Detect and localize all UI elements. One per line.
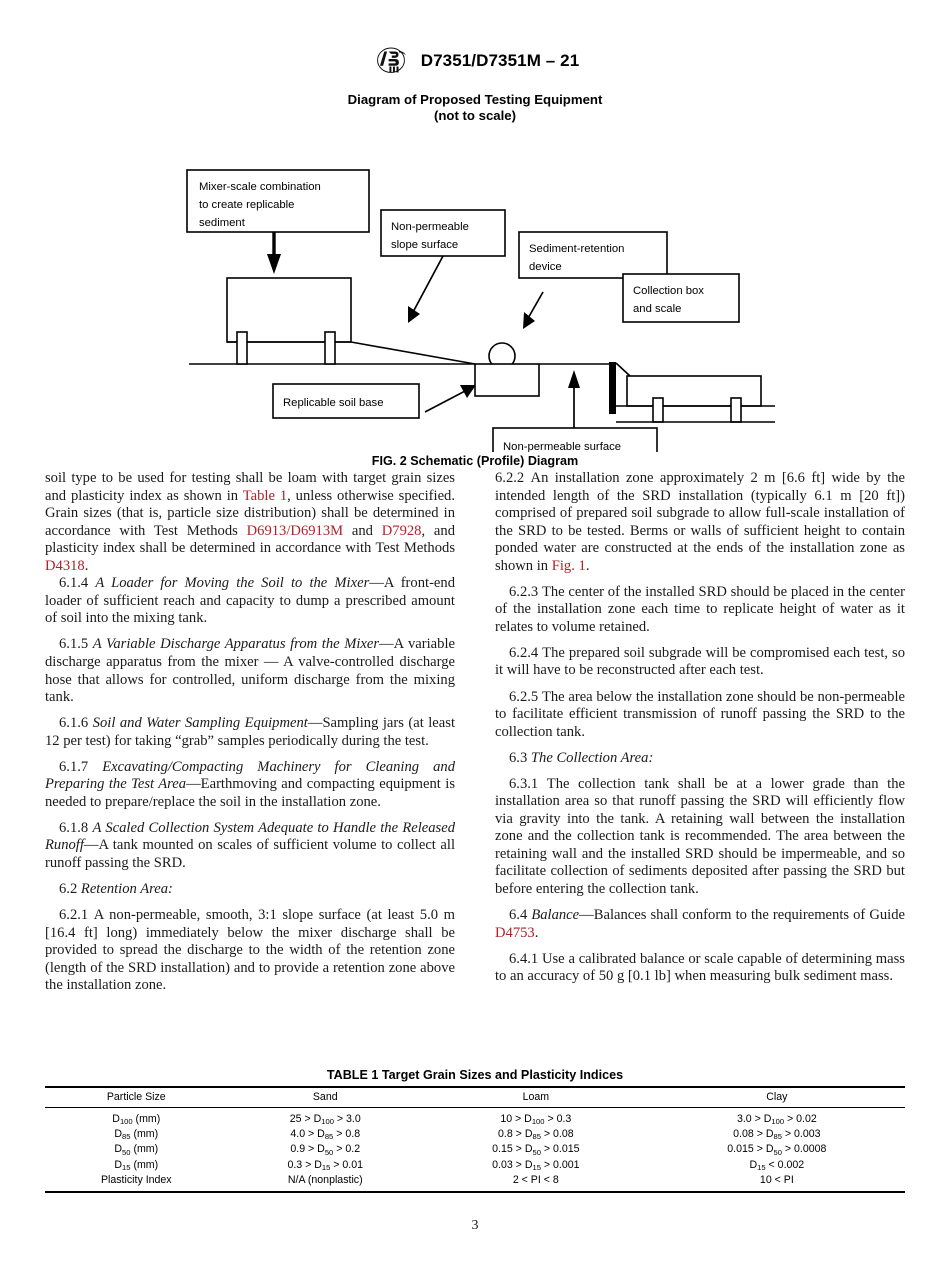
section-6-2-4	[495, 645, 905, 680]
figure-title-line2: (not to scale)	[433, 108, 517, 123]
cell-particle-size: $D_{100}$ (mm)	[112, 1113, 161, 1127]
figure-title-line1: Diagram of Proposed Testing Equipment	[347, 92, 603, 107]
section-6-2-3-number: 6.2.3	[509, 583, 539, 600]
section-6-4-1-number: 6.4.1	[509, 950, 539, 967]
subscript: 50	[324, 1147, 334, 1157]
cell-clay: $D_{15} < 0.002$	[749, 1158, 805, 1172]
xref-d4318[interactable]: D4318	[45, 557, 85, 574]
nonpermeable-surface-label: Non-permeable surface	[503, 441, 622, 452]
cell-clay: $0.015 > D_{50} > 0.0008$	[727, 1143, 827, 1157]
continued-text-3: and	[343, 522, 382, 539]
table-row	[45, 1142, 905, 1157]
subscript: 15	[122, 1162, 131, 1172]
cell-sand: $0.3 > D_{15} > 0.01$	[287, 1158, 364, 1172]
section-6-4-text-2: .	[534, 924, 539, 941]
cell-loam: $0.8 > D_{85} > 0.08$	[498, 1128, 574, 1142]
right-column	[495, 470, 905, 1050]
cell-particle-size: $D_{15}$ (mm)	[114, 1158, 159, 1172]
section-6-3-title: The Collection Area:	[530, 749, 654, 766]
section-6-3	[495, 750, 905, 768]
section-6-1-8-text: —A tank mounted on scales of sufficient volume to collect all runoff passing the SRD.	[45, 837, 455, 871]
table-body	[45, 1108, 905, 1192]
table-row	[45, 1172, 905, 1192]
section-6-1-5-number: 6.1.5	[59, 636, 89, 653]
section-6-1-7	[45, 759, 455, 812]
slope-label-line2: slope surface	[391, 239, 459, 251]
column-header-particle-size: Particle Size	[106, 1091, 166, 1103]
label-box-nonpermeable-surface	[493, 428, 657, 452]
cell-loam: $0.15 > D_{50} > 0.015$	[492, 1143, 580, 1157]
section-6-4-text-1: —Balances shall conform to the requirements of Guide	[579, 907, 905, 924]
soil-base-label: Replicable soil base	[283, 397, 384, 409]
figure-title	[0, 92, 950, 124]
mixer-tank	[227, 278, 351, 364]
grain-size-table	[45, 1086, 905, 1193]
section-6-2-5	[495, 689, 905, 742]
section-6-1-4-text: —A front-end loader of sufficient reach and capacity to dump a prescribed amount of soil into the mixing tank.	[45, 575, 455, 627]
section-6-4-1	[495, 951, 905, 986]
cell-sand: $25 > D_{100} > 3.0$	[289, 1113, 361, 1127]
collection-label-line2: and scale	[633, 303, 682, 315]
section-6-1-4	[45, 575, 455, 628]
subscript: 85	[773, 1132, 782, 1142]
subscript: 85	[324, 1132, 334, 1142]
section-6-2-2-text-1: An installation zone approximately 2 m [6.6 ft] wide by the intended length of the SRD installation (typically 6.1 m [20 ft]) comprised of prepared soil subgrade to allow full-scale installation of the SRD to be tested. Berms or walls of sufficient height to contain ponded water are constructed at the ends of the installation zone as shown in	[495, 470, 905, 574]
retaining-wall	[609, 362, 616, 414]
cell-sand: N/A (nonplastic)	[287, 1173, 363, 1186]
cell-particle-size: $D_{50}$ (mm)	[114, 1143, 159, 1157]
slope-label-line1: Non-permeable	[391, 221, 469, 233]
slope-surface-line	[351, 342, 475, 364]
subscript: 50	[532, 1147, 541, 1157]
cell-sand: $4.0 > D_{85} > 0.8$	[290, 1128, 361, 1142]
cell-loam: $10 > D_{100} > 0.3$	[500, 1113, 572, 1127]
subscript: 100	[321, 1117, 334, 1127]
arrow-slope-surface	[408, 256, 443, 323]
section-6-1-5	[45, 636, 455, 706]
table-row	[45, 1127, 905, 1142]
figure-caption: FIG. 2 Schematic (Profile) Diagram	[371, 454, 579, 468]
section-6-3-number: 6.3	[509, 749, 528, 766]
section-6-4-number: 6.4	[509, 907, 528, 924]
xref-table-1[interactable]: Table 1	[242, 487, 288, 504]
section-6-2-1-number: 6.2.1	[59, 907, 89, 924]
arrow-mixer-to-tank	[267, 232, 281, 274]
collection-label-line1: Collection box	[633, 285, 704, 297]
cell-particle-size: Plasticity Index	[100, 1173, 172, 1186]
section-6-1-6	[45, 715, 455, 750]
paragraph-continued	[45, 470, 455, 575]
body-columns	[45, 470, 905, 1050]
label-box-srd	[519, 232, 667, 278]
table-row	[45, 1157, 905, 1172]
section-6-2-5-number: 6.2.5	[509, 688, 539, 705]
table-header-row	[45, 1087, 905, 1108]
continued-text-2: , unless otherwise specified. Grain sizes (that is, particle size distribution) shall be determined in accordance with Test Methods	[45, 487, 455, 539]
subscript: 100	[119, 1117, 133, 1127]
section-6-1-8	[45, 820, 455, 873]
section-6-1-8-title: A Scaled Collection System Adequate to Handle the Released Runoff	[45, 819, 455, 854]
cell-loam: 2 < PI < 8	[512, 1173, 559, 1186]
subscript: 15	[532, 1162, 541, 1172]
subscript: 85	[122, 1132, 131, 1142]
page-header	[0, 46, 950, 76]
section-6-1-7-number: 6.1.7	[59, 758, 89, 775]
cell-particle-size: $D_{85}$ (mm)	[114, 1128, 159, 1142]
section-6-1-6-title: Soil and Water Sampling Equipment	[92, 715, 308, 732]
astm-logo-icon	[371, 46, 411, 76]
table-head	[45, 1087, 905, 1108]
section-6-4-1-text: Use a calibrated balance or scale capable of determining mass to an accuracy of 50 g [0.1 lb] when measuring bulk sediment mass.	[495, 950, 905, 985]
xref-d7928[interactable]: D7928	[381, 522, 422, 539]
section-6-2-title: Retention Area:	[80, 880, 173, 897]
section-6-2-2	[495, 470, 905, 575]
subscript: 50	[122, 1147, 131, 1157]
figure-2	[0, 92, 950, 468]
section-6-1-5-title: A Variable Discharge Apparatus from the Mixer	[92, 636, 380, 653]
arrow-nonpermeable-surface	[568, 370, 580, 428]
section-6-2-2-text-2: .	[585, 557, 590, 574]
subscript: 100	[771, 1117, 785, 1127]
section-6-2-1	[45, 907, 455, 995]
section-6-2-4-text: The prepared soil subgrade will be compromised each test, so it will have to be reconstructed after each test.	[495, 644, 905, 679]
xref-fig-1[interactable]: Fig. 1	[551, 557, 586, 574]
label-box-soil-base	[273, 384, 419, 418]
section-6-2	[45, 881, 455, 899]
cell-loam: $0.03 > D_{15} > 0.001$	[492, 1158, 580, 1172]
label-box-mixer-scale	[187, 170, 369, 232]
arrow-srd	[523, 292, 543, 329]
document-designation: D7351/D7351M – 21	[420, 51, 580, 70]
srd-device	[475, 343, 539, 396]
section-6-4	[495, 907, 905, 942]
cell-clay: $3.0 > D_{100} > 0.02$	[736, 1113, 817, 1127]
label-box-slope-surface	[381, 210, 505, 256]
section-6-2-3-text: The center of the installed SRD should be placed in the center of the installation zone each time to replicate height of water as it relates to volume retained.	[495, 583, 905, 635]
section-6-1-7-text: —Earthmoving and compacting equipment is needed to prepare/replace the soil in the installation zone.	[45, 776, 456, 810]
cell-sand: $0.9 > D_{50} > 0.2$	[290, 1143, 361, 1157]
xref-d4753[interactable]: D4753	[495, 924, 535, 941]
section-6-2-2-number: 6.2.2	[495, 470, 525, 486]
subscript: 15	[757, 1162, 766, 1172]
srd-label-line2: device	[529, 261, 562, 273]
subscript: 15	[321, 1162, 331, 1172]
section-6-1-4-title: A Loader for Moving the Soil to the Mixer	[95, 575, 370, 592]
section-6-2-3	[495, 584, 905, 637]
column-header-loam: Loam	[522, 1091, 550, 1103]
section-6-1-7-title: Excavating/Compacting Machinery for Cleaning and Preparing the Test Area	[45, 758, 455, 793]
section-6-1-5-text: —A variable discharge apparatus from the mixer — A valve-controlled discharge hose that allows for controlled, uniform discharge from the mixing tank.	[45, 636, 455, 706]
left-column	[45, 470, 455, 1050]
section-6-1-6-text: —Sampling jars (at least 12 per test) for taking “grab” samples periodically during the test.	[45, 715, 456, 749]
mixer-label-line3: sediment	[199, 217, 245, 229]
section-6-2-number: 6.2	[59, 880, 78, 897]
column-header-clay: Clay	[766, 1091, 788, 1103]
table-1-block	[45, 1068, 905, 1193]
subscript: 100	[531, 1117, 545, 1127]
subscript: 85	[532, 1132, 541, 1142]
xref-d6913[interactable]: D6913/D6913M	[246, 522, 344, 539]
section-6-2-1-text: A non-permeable, smooth, 3:1 slope surface (at least 5.0 m [16.4 ft] long) immediately below the mixer discharge shall be provided to spread the discharge to the width of the retention zone (length of the SRD installation) and to provide a retention zone above the installation zone.	[45, 907, 455, 994]
section-6-4-title: Balance	[531, 907, 580, 924]
page-number: 3	[471, 1218, 479, 1233]
section-6-2-5-text: The area below the installation zone should be non-permeable to facilitate efficient transmission of runoff passing the SRD to the collection tank.	[495, 688, 905, 740]
section-6-1-8-number: 6.1.8	[59, 819, 89, 836]
wall-chute	[616, 363, 630, 376]
continued-text-4: , and plasticity index shall be determined in accordance with Test Methods	[45, 522, 455, 557]
mixer-label-line2: to create replicable	[199, 199, 295, 211]
cell-clay: 10 < PI	[759, 1173, 794, 1186]
arrow-soil-base	[425, 385, 476, 412]
subscript: 50	[773, 1147, 782, 1157]
section-6-2-4-number: 6.2.4	[509, 644, 539, 661]
column-header-sand: Sand	[312, 1091, 338, 1103]
continued-text-5: .	[84, 557, 89, 574]
section-6-3-1	[495, 776, 905, 899]
table-row	[45, 1108, 905, 1127]
section-6-3-1-text: The collection tank shall be at a lower grade than the installation area so that runoff passing the SRD will efficiently flow via gravity into the tank. A retaining wall between the installation zone and the collection tank is recommended. The area between the retaining wall and the installed SRD should be impermeable, and so facilitate collection of sediments deposited after passing the SRD but before entering the collection tank.	[495, 775, 905, 897]
table-title: TABLE 1 Target Grain Sizes and Plasticity Indices	[326, 1068, 624, 1082]
section-6-3-1-number: 6.3.1	[509, 775, 539, 792]
figure-canvas	[175, 132, 775, 452]
cell-clay: $0.08 > D_{85} > 0.003$	[733, 1128, 821, 1142]
mixer-label-line1: Mixer-scale combination	[199, 181, 321, 193]
srd-label-line1: Sediment-retention	[529, 243, 625, 255]
label-box-collection	[623, 274, 739, 322]
section-6-1-4-number: 6.1.4	[59, 575, 89, 592]
collection-box	[616, 376, 775, 422]
section-6-1-6-number: 6.1.6	[59, 715, 89, 732]
continued-text-1: soil type to be used for testing shall be loam with target grain sizes and plasticity index as shown in	[45, 470, 455, 504]
